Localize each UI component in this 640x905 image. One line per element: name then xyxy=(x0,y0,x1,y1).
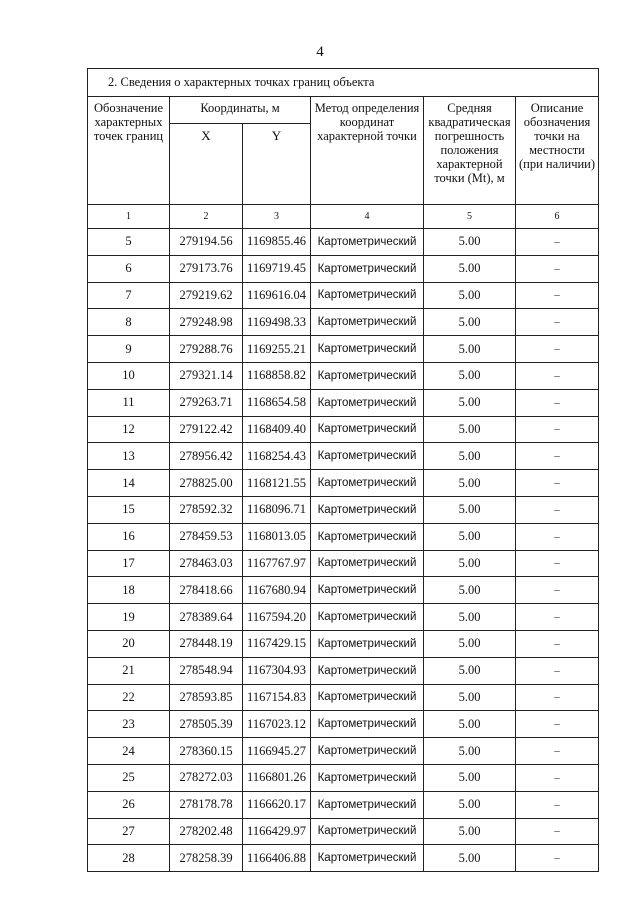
method-cell: Картометрический xyxy=(311,496,424,523)
header-y: Y xyxy=(243,124,311,205)
table-row xyxy=(88,845,599,872)
point-cell: 25 xyxy=(88,764,170,791)
y-coordinate-cell: 1167023.12 xyxy=(243,711,311,738)
y-coordinate-cell: 1166620.17 xyxy=(243,791,311,818)
point-cell: 10 xyxy=(88,362,170,389)
y-coordinate-cell: 1166406.88 xyxy=(243,845,311,872)
description-cell: – xyxy=(516,443,599,470)
y-coordinate-cell: 1169498.33 xyxy=(243,309,311,336)
x-coordinate-cell: 278202.48 xyxy=(170,818,243,845)
error-cell: 5.00 xyxy=(424,550,516,577)
x-coordinate-cell: 278548.94 xyxy=(170,657,243,684)
x-coordinate-cell: 278592.32 xyxy=(170,496,243,523)
description-cell: – xyxy=(516,657,599,684)
method-cell: Картометрический xyxy=(311,309,424,336)
table-row xyxy=(88,550,599,577)
y-coordinate-cell: 1167429.15 xyxy=(243,630,311,657)
method-cell: Картометрический xyxy=(311,523,424,550)
point-cell: 16 xyxy=(88,523,170,550)
point-cell: 23 xyxy=(88,711,170,738)
description-cell: – xyxy=(516,738,599,765)
x-coordinate-cell: 278956.42 xyxy=(170,443,243,470)
y-coordinate-cell: 1167154.83 xyxy=(243,684,311,711)
table-row xyxy=(88,362,599,389)
page-number: 4 xyxy=(316,44,324,60)
error-cell: 5.00 xyxy=(424,604,516,631)
section-title: 2. Сведения о характерных точках границ объекта xyxy=(88,69,599,97)
method-cell: Картометрический xyxy=(311,470,424,497)
x-coordinate-cell: 278258.39 xyxy=(170,845,243,872)
error-cell: 5.00 xyxy=(424,229,516,256)
x-coordinate-cell: 279122.42 xyxy=(170,416,243,443)
point-cell: 13 xyxy=(88,443,170,470)
column-number: 6 xyxy=(516,205,599,229)
method-cell: Картометрический xyxy=(311,362,424,389)
header-error: Средняя квадратическая погрешность положения характерной точки (Mt), м xyxy=(424,97,516,205)
method-cell: Картометрический xyxy=(311,336,424,363)
y-coordinate-cell: 1167304.93 xyxy=(243,657,311,684)
description-cell: – xyxy=(516,604,599,631)
error-cell: 5.00 xyxy=(424,336,516,363)
method-cell: Картометрический xyxy=(311,229,424,256)
error-cell: 5.00 xyxy=(424,845,516,872)
y-coordinate-cell: 1169719.45 xyxy=(243,255,311,282)
y-coordinate-cell: 1168254.43 xyxy=(243,443,311,470)
y-coordinate-cell: 1168654.58 xyxy=(243,389,311,416)
x-coordinate-cell: 279219.62 xyxy=(170,282,243,309)
table-row xyxy=(88,443,599,470)
y-coordinate-cell: 1167767.97 xyxy=(243,550,311,577)
point-cell: 5 xyxy=(88,229,170,256)
description-cell: – xyxy=(516,496,599,523)
table-row xyxy=(88,229,599,256)
description-cell: – xyxy=(516,550,599,577)
x-coordinate-cell: 279248.98 xyxy=(170,309,243,336)
method-cell: Картометрический xyxy=(311,255,424,282)
error-cell: 5.00 xyxy=(424,711,516,738)
description-cell: – xyxy=(516,764,599,791)
point-cell: 24 xyxy=(88,738,170,765)
table-row xyxy=(88,255,599,282)
table-row xyxy=(88,684,599,711)
table-row xyxy=(88,470,599,497)
column-number: 4 xyxy=(311,205,424,229)
point-cell: 7 xyxy=(88,282,170,309)
method-cell: Картометрический xyxy=(311,791,424,818)
x-coordinate-cell: 279263.71 xyxy=(170,389,243,416)
table-row xyxy=(88,738,599,765)
table-row xyxy=(88,496,599,523)
point-cell: 17 xyxy=(88,550,170,577)
error-cell: 5.00 xyxy=(424,791,516,818)
description-cell: – xyxy=(516,309,599,336)
method-cell: Картометрический xyxy=(311,845,424,872)
point-cell: 11 xyxy=(88,389,170,416)
y-coordinate-cell: 1167680.94 xyxy=(243,577,311,604)
y-coordinate-cell: 1168121.55 xyxy=(243,470,311,497)
method-cell: Картометрический xyxy=(311,577,424,604)
method-cell: Картометрический xyxy=(311,711,424,738)
method-cell: Картометрический xyxy=(311,818,424,845)
table-row xyxy=(88,764,599,791)
point-cell: 6 xyxy=(88,255,170,282)
column-number: 2 xyxy=(170,205,243,229)
error-cell: 5.00 xyxy=(424,255,516,282)
error-cell: 5.00 xyxy=(424,496,516,523)
table-row xyxy=(88,389,599,416)
y-coordinate-cell: 1169855.46 xyxy=(243,229,311,256)
table-row xyxy=(88,711,599,738)
description-cell: – xyxy=(516,523,599,550)
table-row xyxy=(88,791,599,818)
method-cell: Картометрический xyxy=(311,738,424,765)
method-cell: Картометрический xyxy=(311,550,424,577)
table-row xyxy=(88,309,599,336)
point-cell: 15 xyxy=(88,496,170,523)
table-row xyxy=(88,416,599,443)
table-row xyxy=(88,818,599,845)
header-x: X xyxy=(170,124,243,205)
x-coordinate-cell: 278389.64 xyxy=(170,604,243,631)
description-cell: – xyxy=(516,818,599,845)
method-cell: Картометрический xyxy=(311,604,424,631)
description-cell: – xyxy=(516,389,599,416)
y-coordinate-cell: 1166801.26 xyxy=(243,764,311,791)
header-point: Обозначение характерных точек границ xyxy=(88,97,170,205)
error-cell: 5.00 xyxy=(424,738,516,765)
boundary-points-table xyxy=(87,68,599,872)
point-cell: 21 xyxy=(88,657,170,684)
table-body xyxy=(88,229,599,872)
description-cell: – xyxy=(516,336,599,363)
point-cell: 22 xyxy=(88,684,170,711)
x-coordinate-cell: 279288.76 xyxy=(170,336,243,363)
x-coordinate-cell: 278178.78 xyxy=(170,791,243,818)
description-cell: – xyxy=(516,416,599,443)
x-coordinate-cell: 278505.39 xyxy=(170,711,243,738)
error-cell: 5.00 xyxy=(424,630,516,657)
method-cell: Картометрический xyxy=(311,630,424,657)
x-coordinate-cell: 278272.03 xyxy=(170,764,243,791)
y-coordinate-cell: 1169616.04 xyxy=(243,282,311,309)
x-coordinate-cell: 278448.19 xyxy=(170,630,243,657)
table-row xyxy=(88,282,599,309)
description-cell: – xyxy=(516,362,599,389)
point-cell: 12 xyxy=(88,416,170,443)
point-cell: 27 xyxy=(88,818,170,845)
error-cell: 5.00 xyxy=(424,282,516,309)
y-coordinate-cell: 1168096.71 xyxy=(243,496,311,523)
description-cell: – xyxy=(516,791,599,818)
x-coordinate-cell: 278825.00 xyxy=(170,470,243,497)
description-cell: – xyxy=(516,684,599,711)
table-row xyxy=(88,657,599,684)
method-cell: Картометрический xyxy=(311,282,424,309)
y-coordinate-cell: 1168409.40 xyxy=(243,416,311,443)
method-cell: Картометрический xyxy=(311,684,424,711)
header-description: Описание обозначения точки на местности (при наличии) xyxy=(516,97,599,205)
y-coordinate-cell: 1168858.82 xyxy=(243,362,311,389)
error-cell: 5.00 xyxy=(424,416,516,443)
point-cell: 20 xyxy=(88,630,170,657)
description-cell: – xyxy=(516,711,599,738)
y-coordinate-cell: 1169255.21 xyxy=(243,336,311,363)
x-coordinate-cell: 278463.03 xyxy=(170,550,243,577)
x-coordinate-cell: 278418.66 xyxy=(170,577,243,604)
method-cell: Картометрический xyxy=(311,657,424,684)
column-number: 3 xyxy=(243,205,311,229)
error-cell: 5.00 xyxy=(424,470,516,497)
x-coordinate-cell: 278593.85 xyxy=(170,684,243,711)
description-cell: – xyxy=(516,282,599,309)
header-coordinates: Координаты, м xyxy=(170,97,311,124)
description-cell: – xyxy=(516,577,599,604)
description-cell: – xyxy=(516,470,599,497)
table-row xyxy=(88,577,599,604)
error-cell: 5.00 xyxy=(424,523,516,550)
column-number: 1 xyxy=(88,205,170,229)
error-cell: 5.00 xyxy=(424,577,516,604)
error-cell: 5.00 xyxy=(424,684,516,711)
method-cell: Картометрический xyxy=(311,389,424,416)
point-cell: 28 xyxy=(88,845,170,872)
method-cell: Картометрический xyxy=(311,764,424,791)
x-coordinate-cell: 278459.53 xyxy=(170,523,243,550)
point-cell: 14 xyxy=(88,470,170,497)
description-cell: – xyxy=(516,845,599,872)
description-cell: – xyxy=(516,229,599,256)
point-cell: 19 xyxy=(88,604,170,631)
description-cell: – xyxy=(516,255,599,282)
error-cell: 5.00 xyxy=(424,657,516,684)
error-cell: 5.00 xyxy=(424,764,516,791)
header-method: Метод определения координат характерной точки xyxy=(311,97,424,205)
error-cell: 5.00 xyxy=(424,362,516,389)
table-row xyxy=(88,604,599,631)
y-coordinate-cell: 1166429.97 xyxy=(243,818,311,845)
x-coordinate-cell: 278360.15 xyxy=(170,738,243,765)
x-coordinate-cell: 279194.56 xyxy=(170,229,243,256)
column-number: 5 xyxy=(424,205,516,229)
column-numbers-row xyxy=(88,205,599,229)
point-cell: 9 xyxy=(88,336,170,363)
table-row xyxy=(88,630,599,657)
y-coordinate-cell: 1168013.05 xyxy=(243,523,311,550)
point-cell: 8 xyxy=(88,309,170,336)
error-cell: 5.00 xyxy=(424,309,516,336)
method-cell: Картометрический xyxy=(311,416,424,443)
point-cell: 18 xyxy=(88,577,170,604)
point-cell: 26 xyxy=(88,791,170,818)
y-coordinate-cell: 1167594.20 xyxy=(243,604,311,631)
description-cell: – xyxy=(516,630,599,657)
error-cell: 5.00 xyxy=(424,818,516,845)
y-coordinate-cell: 1166945.27 xyxy=(243,738,311,765)
method-cell: Картометрический xyxy=(311,443,424,470)
error-cell: 5.00 xyxy=(424,443,516,470)
x-coordinate-cell: 279321.14 xyxy=(170,362,243,389)
table-row xyxy=(88,336,599,363)
table-row xyxy=(88,523,599,550)
error-cell: 5.00 xyxy=(424,389,516,416)
x-coordinate-cell: 279173.76 xyxy=(170,255,243,282)
